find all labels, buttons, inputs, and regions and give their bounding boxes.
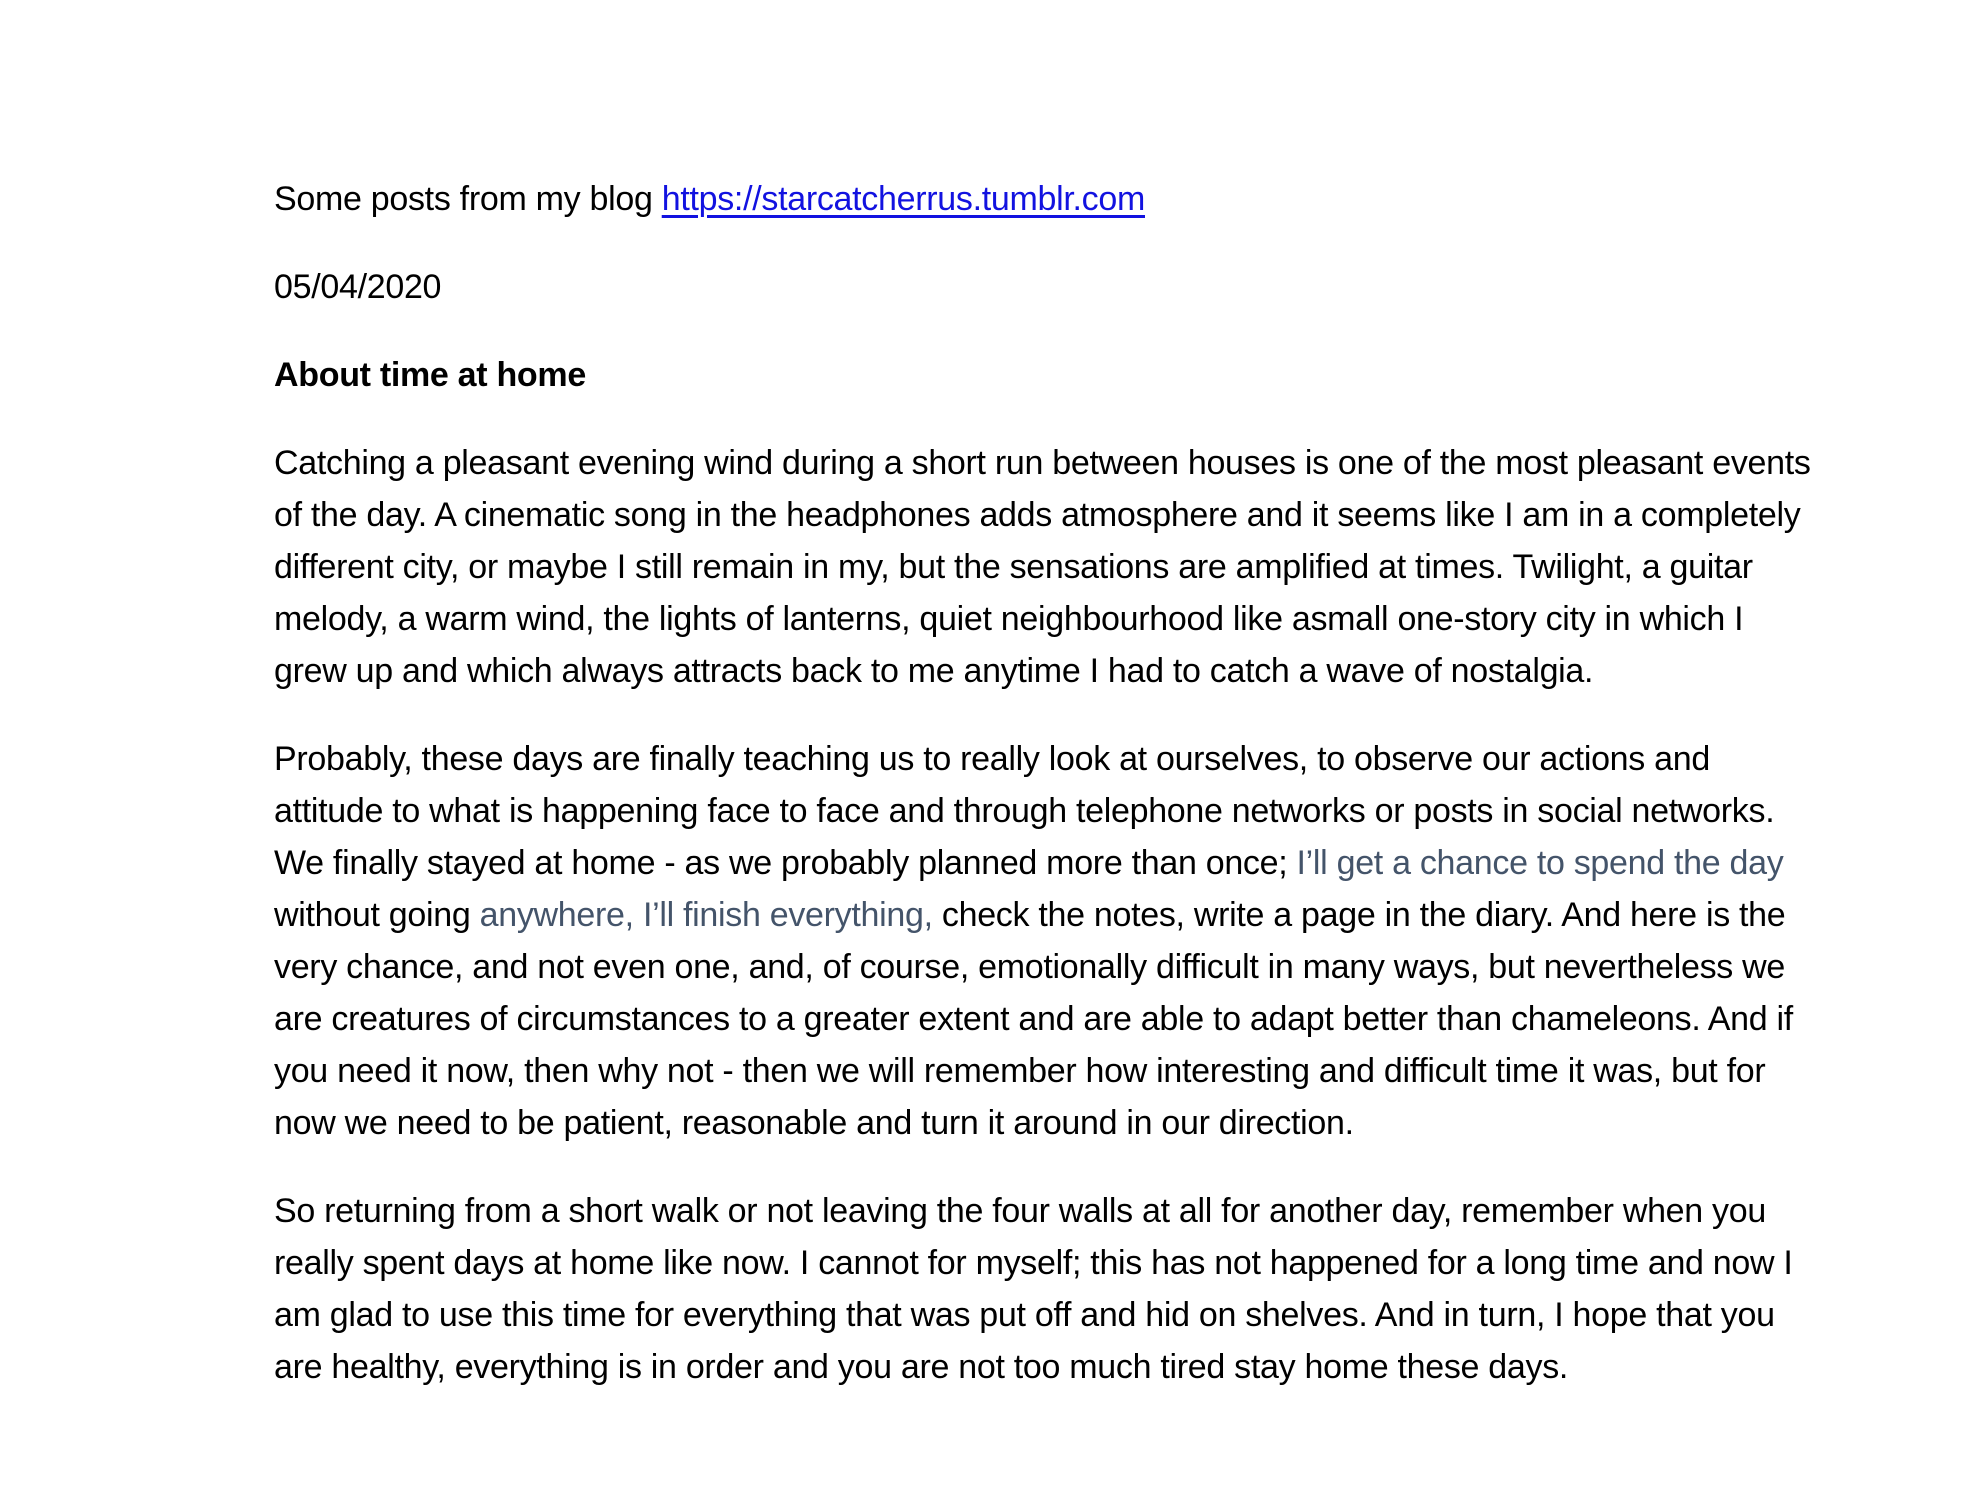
text-line (274, 1237, 1914, 1289)
date-line (274, 261, 1914, 313)
text-line (274, 489, 1914, 541)
text-run: now we need to be patient, reasonable and turn it around in our direction. (274, 1104, 1354, 1142)
text-line (274, 941, 1914, 993)
text-line (274, 993, 1914, 1045)
date-text: 05/04/2020 (274, 268, 442, 306)
text-line (274, 541, 1914, 593)
text-line (274, 785, 1914, 837)
text-run: am glad to use this time for everything that was put off and hid on shelves. And in turn, I hope that you (274, 1296, 1775, 1334)
text-run: attitude to what is happening face to face and through telephone networks or posts in social networks. (274, 792, 1775, 830)
text-run: check the notes, write a page in the diary. And here is the (932, 896, 1786, 934)
text-run: very chance, and not even one, and, of course, emotionally difficult in many ways, but nevertheless we (274, 948, 1785, 986)
text-run: are healthy, everything is in order and you are not too much tired stay home these days. (274, 1348, 1569, 1386)
text-line (274, 1341, 1914, 1393)
blog-link[interactable]: https://starcatcherrus.tumblr.com (661, 180, 1145, 218)
text-line (274, 593, 1914, 645)
text-run: melody, a warm wind, the lights of lanterns, quiet neighbourhood like asmall one-story city in which I (274, 600, 1744, 638)
muted-text-run: I’ll get a chance to spend the day (1296, 844, 1784, 882)
text-line (274, 889, 1914, 941)
text-line (274, 1097, 1914, 1149)
text-line (274, 645, 1914, 697)
text-run: you need it now, then why not - then we will remember how interesting and difficult time it was, but for (274, 1052, 1766, 1090)
paragraph (274, 437, 1914, 697)
text-line (274, 1045, 1914, 1097)
paragraphs (274, 437, 1914, 1393)
paragraph (274, 1185, 1914, 1393)
intro-line (274, 173, 1914, 225)
muted-text-run: anywhere, I’ll finish everything, (479, 896, 933, 934)
text-line (274, 437, 1914, 489)
text-run: different city, or maybe I still remain in my, but the sensations are amplified at times. Twilight, a guitar (274, 548, 1753, 586)
post-title-text: About time at home (274, 356, 586, 394)
text-line (274, 1185, 1914, 1237)
text-run: So returning from a short walk or not leaving the four walls at all for another day, remember when you (274, 1192, 1766, 1230)
paragraph (274, 733, 1914, 1149)
text-run: Probably, these days are finally teaching us to really look at ourselves, to observe our actions and (274, 740, 1710, 778)
text-run: really spent days at home like now. I cannot for myself; this has not happened for a long time and now I (274, 1244, 1793, 1282)
text-run: are creatures of circumstances to a greater extent and are able to adapt better than chameleons. And if (274, 1000, 1793, 1038)
text-run: Catching a pleasant evening wind during a short run between houses is one of the most pleasant events (274, 444, 1811, 482)
text-line (274, 837, 1914, 889)
text-run: of the day. A cinematic song in the headphones adds atmosphere and it seems like I am in a completely (274, 496, 1801, 534)
text-line (274, 733, 1914, 785)
intro-text-line (274, 173, 1914, 225)
text-run: We finally stayed at home - as we probably planned more than once; (274, 844, 1297, 882)
post-title (274, 349, 1914, 401)
text-run: without going (274, 896, 480, 934)
text-run: grew up and which always attracts back to me anytime I had to catch a wave of nostalgia. (274, 652, 1594, 690)
intro-prefix-text: Some posts from my blog (274, 180, 662, 218)
text-line (274, 1289, 1914, 1341)
document-content (274, 173, 1914, 1429)
